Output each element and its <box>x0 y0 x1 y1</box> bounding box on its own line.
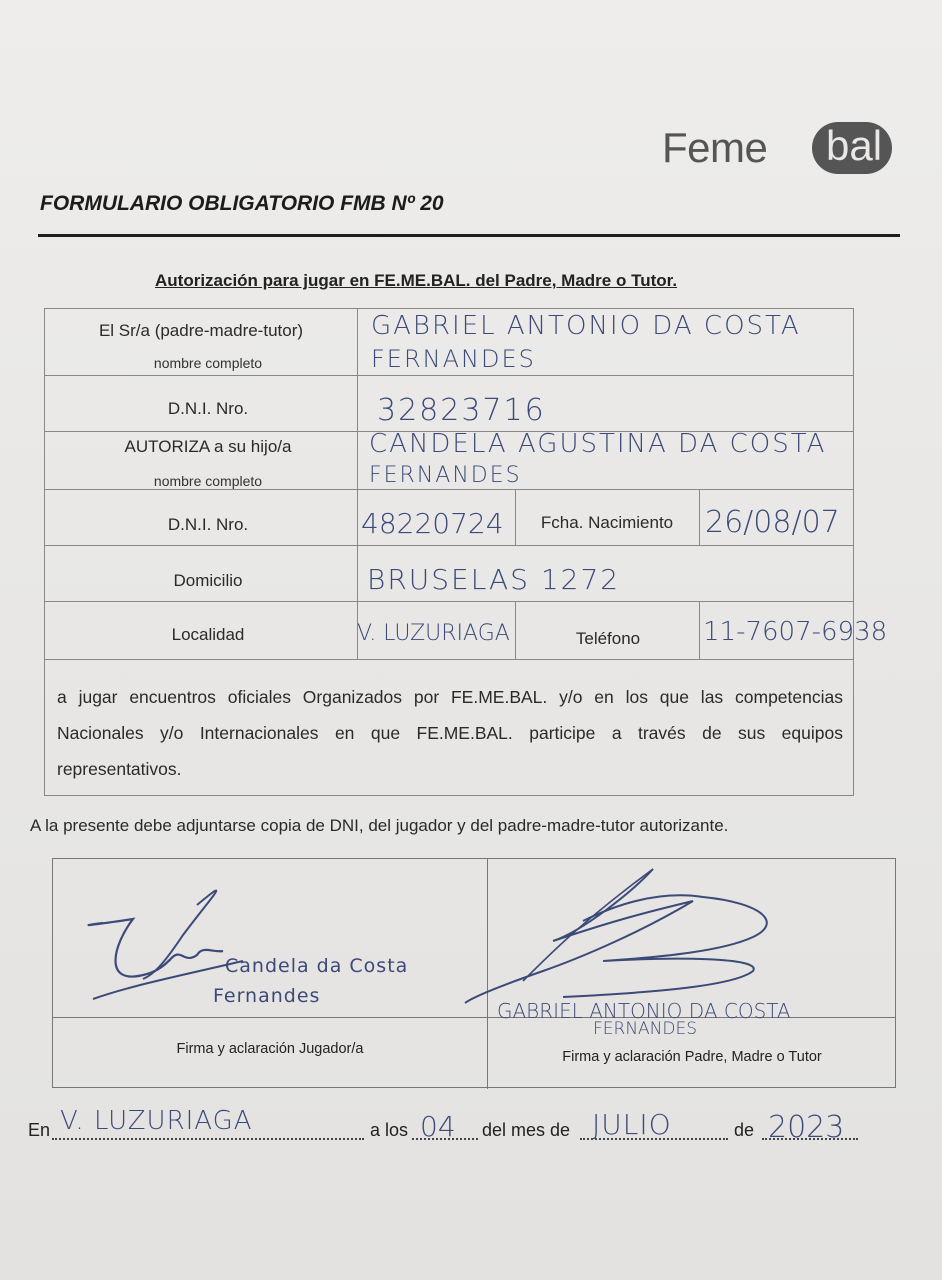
guardian-label: El Sr/a (padre-madre-tutor) <box>98 321 304 340</box>
row-divider <box>45 659 853 660</box>
signature-box <box>52 858 896 1088</box>
player-clarification-line1: Candela da Costa <box>225 955 409 977</box>
player-caption: Firma y aclaración Jugador/a <box>176 1041 364 1057</box>
address-label: Domicilio <box>173 571 243 590</box>
col-divider <box>699 489 700 545</box>
child-name-line1: CANDELA AGUSTINA DA COSTA <box>369 429 827 459</box>
row-divider <box>45 489 853 490</box>
title-rule <box>38 234 900 237</box>
phone-label: Teléfono <box>575 629 641 648</box>
month-value: JULIO <box>592 1108 672 1141</box>
en-label: En <box>28 1120 51 1140</box>
guardian-sublabel: nombre completo <box>153 355 263 371</box>
col-divider <box>515 601 516 659</box>
row-divider <box>45 375 853 376</box>
guardian-signature <box>463 861 843 1009</box>
child-sublabel: nombre completo <box>153 473 263 489</box>
authorization-table <box>44 308 888 796</box>
guardian-name-line2: FERNANDES <box>371 345 536 373</box>
guardian-name-line1: GABRIEL ANTONIO DA COSTA <box>371 311 801 341</box>
day-value: 04 <box>420 1110 456 1143</box>
attachment-note: A la presente debe adjuntarse copia de DNI, del jugador y del padre-madre-tutor autorizante. <box>30 816 729 835</box>
femebal-logo <box>662 118 894 178</box>
birth-label: Fcha. Nacimiento <box>540 513 674 532</box>
child-dni: 48220724 <box>361 507 504 540</box>
year-value: 2023 <box>768 1110 845 1145</box>
birth-date: 26/08/07 <box>705 505 840 540</box>
guardian-caption: Firma y aclaración Padre, Madre o Tutor <box>562 1049 822 1065</box>
locality: V. LUZURIAGA <box>357 621 510 646</box>
logo-text: Feme <box>662 124 768 171</box>
col-divider <box>699 601 700 659</box>
address: BRUSELAS 1272 <box>367 563 621 596</box>
col-divider <box>515 489 516 545</box>
child-dni-label: D.N.I. Nro. <box>167 515 249 534</box>
form-subtitle: Autorización para jugar en FE.ME.BAL. del Padre, Madre o Tutor. <box>155 271 678 290</box>
mes-label: del mes de <box>482 1120 571 1140</box>
place-value: V. LUZURIAGA <box>60 1106 253 1136</box>
guardian-clarification-line1: GABRIEL ANTONIO DA COSTA <box>497 999 791 1023</box>
player-clarification-line2: Fernandes <box>213 985 321 1007</box>
row-divider <box>45 601 853 602</box>
a-los-label: a los <box>370 1120 409 1140</box>
locality-label: Localidad <box>171 625 245 644</box>
guardian-dni-label: D.N.I. Nro. <box>167 399 249 418</box>
row-divider <box>45 545 853 546</box>
authorizes-label: AUTORIZA a su hijo/a <box>124 437 292 456</box>
form-title: FORMULARIO OBLIGATORIO FMB Nº 20 <box>40 192 444 215</box>
guardian-dni: 32823716 <box>377 393 546 428</box>
child-name-line2: FERNANDES <box>369 463 522 488</box>
phone: 11-7607-6938 <box>703 617 888 647</box>
authorization-paragraph: a jugar encuentros oficiales Organizados por FE.ME.BAL. y/o en los que las competencias Nacionales y/o Internacionales en que FE.ME.BAL. participe a través de sus equipos representativos. <box>57 687 843 779</box>
guardian-clarification-line2: FERNANDES <box>593 1019 698 1039</box>
de-label: de <box>734 1120 755 1140</box>
logo-pill: bal <box>812 122 892 174</box>
